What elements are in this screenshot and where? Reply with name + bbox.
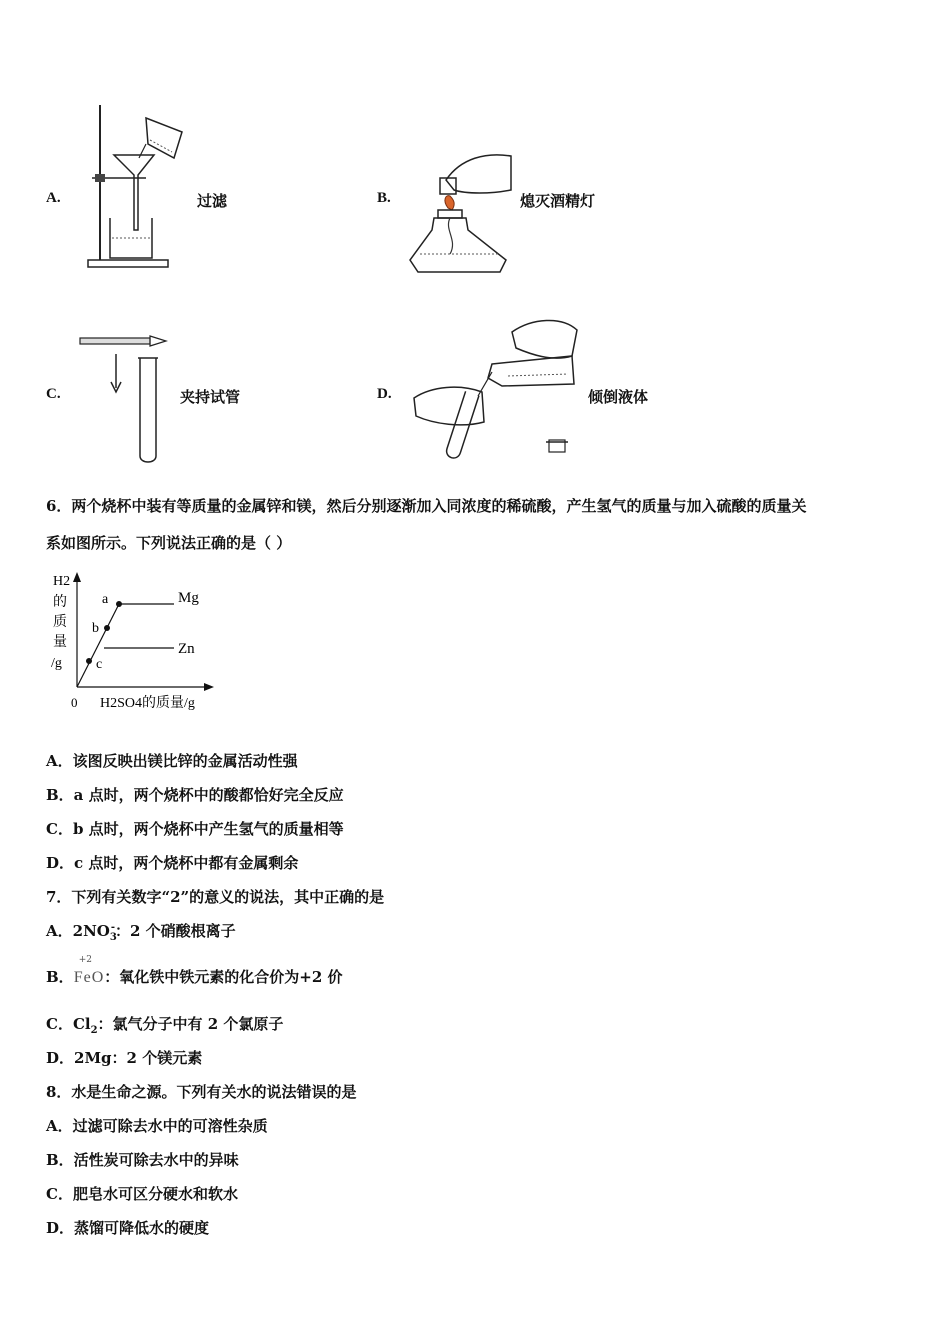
ylabel-line-1: 的 — [53, 595, 67, 610]
q7-option-b-formula-wrap — [73, 955, 105, 987]
q7-option-c-sub: 2 — [90, 1025, 98, 1036]
q7-option-a-rest: ：2 个硝酸根离子 — [114, 922, 236, 940]
series-label-mg: Mg — [178, 590, 199, 606]
test-tube-holder-figure — [76, 330, 172, 468]
point-a — [116, 601, 122, 607]
q6-stem-line1: 6．两个烧杯中装有等质量的金属锌和镁，然后分别逐渐加入同浓度的稀硫酸，产生氢气的质量与加入硫酸的质量关 — [46, 497, 807, 515]
q6-stem-line2: 系如图所示。下列说法正确的是（ ） — [46, 534, 292, 552]
q6-option-a: A．该图反映出镁比锌的金属活动性强 — [46, 752, 298, 770]
q5-option-a-letter: A. — [46, 190, 61, 206]
q7-option-b-rest: ：氧化铁中铁元素的化合价为+2 价 — [104, 968, 343, 986]
pour-liquid-figure — [412, 312, 584, 464]
q7-option-a-sub: 3 — [109, 932, 117, 943]
q8-option-c: C．肥皂水可区分硬水和软水 — [46, 1185, 238, 1203]
q5-option-a-caption: 过滤 — [197, 194, 228, 210]
point-label-b: b — [92, 621, 99, 636]
q7-stem: 7．下列有关数字“2”的意义的说法，其中正确的是 — [46, 888, 385, 906]
q5-option-d-caption: 倾倒液体 — [588, 390, 649, 406]
q6-option-c: C．b 点时，两个烧杯中产生氢气的质量相等 — [46, 820, 344, 838]
q5-option-b-letter: B. — [377, 190, 391, 206]
q7-option-c — [46, 1013, 283, 1036]
q5-option-c-caption: 夹持试管 — [180, 390, 241, 406]
q5-option-b-caption: 熄灭酒精灯 — [520, 194, 596, 210]
q7-option-c-prefix: C．Cl — [46, 1015, 91, 1033]
ylabel-line-3: 量 — [53, 635, 67, 650]
q5-option-c-letter: C. — [46, 386, 61, 402]
q8-option-b: B．活性炭可除去水中的异味 — [46, 1151, 239, 1169]
q7-option-b-prefix: B． — [46, 968, 74, 986]
q6-option-d: D．c 点时，两个烧杯中都有金属剩余 — [46, 854, 299, 872]
y-axis-arrow — [73, 572, 81, 582]
point-label-a: a — [102, 592, 109, 607]
q7-option-a-sup: - — [110, 922, 115, 933]
q6-option-b: B．a 点时，两个烧杯中的酸都恰好完全反应 — [46, 786, 344, 804]
q8-option-a: A．过滤可除去水中的可溶性杂质 — [46, 1117, 268, 1135]
x-axis-arrow — [204, 683, 214, 691]
point-c — [86, 658, 92, 664]
ylabel-line-0: H2 — [53, 574, 71, 589]
q7-option-b-formula: FeO — [73, 969, 105, 986]
point-b — [104, 625, 110, 631]
x-axis-label: H2SO4的质量/g — [100, 696, 195, 711]
q7-option-b — [46, 955, 343, 987]
filtration-figure — [84, 100, 196, 275]
q8-option-d: D．蒸馏可降低水的硬度 — [46, 1219, 210, 1237]
alcohol-lamp-figure — [406, 150, 518, 278]
q8-stem: 8．水是生命之源。下列有关水的说法错误的是 — [46, 1083, 357, 1101]
common-rise-line — [77, 604, 119, 687]
q6-chart — [46, 566, 226, 718]
q7-option-d: D．2Mg：2 个镁元素 — [46, 1049, 203, 1067]
origin-label: 0 — [71, 695, 78, 710]
q7-option-c-rest: ：氯气分子中有 2 个氯原子 — [97, 1015, 284, 1033]
q7-option-b-valence: +2 — [78, 955, 92, 965]
ylabel-line-4: /g — [51, 656, 62, 671]
q5-option-d-letter: D. — [377, 386, 392, 402]
point-label-c: c — [96, 657, 103, 672]
series-label-zn: Zn — [178, 641, 195, 657]
q7-option-a-prefix: A．2NO — [46, 922, 110, 940]
ylabel-line-2: 质 — [53, 615, 67, 630]
q7-option-a — [46, 920, 236, 943]
